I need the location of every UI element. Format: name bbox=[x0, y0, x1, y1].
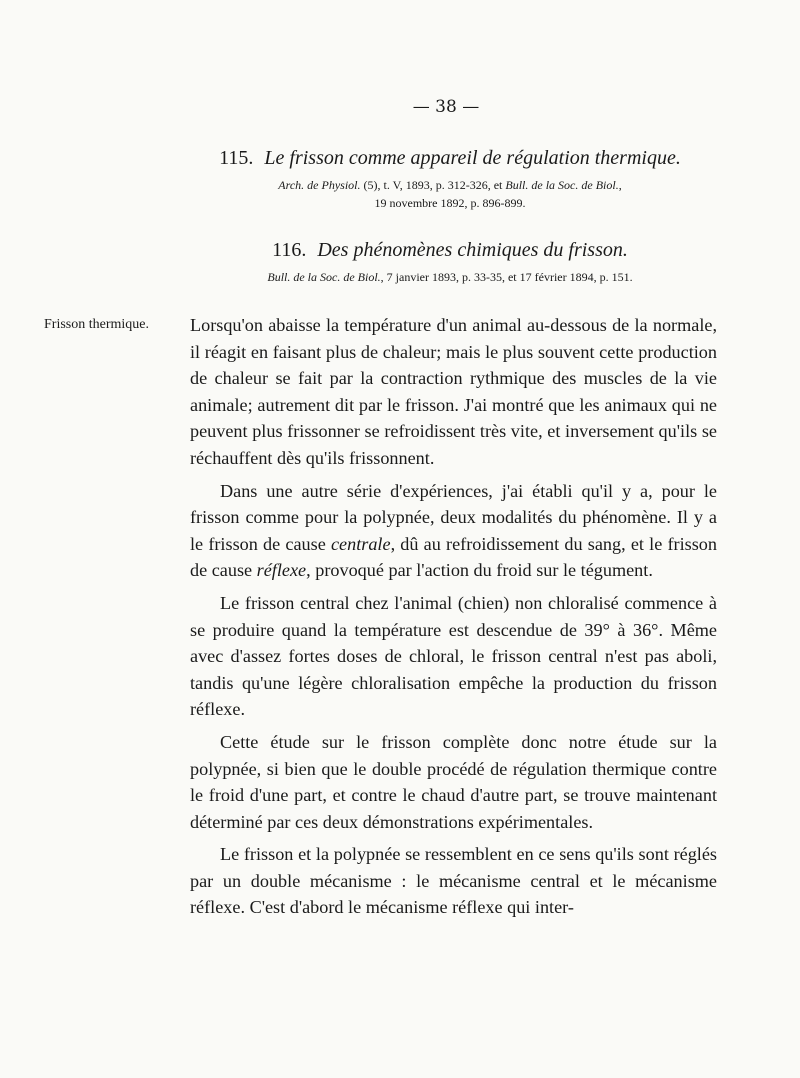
margin-note: Frisson thermique. bbox=[44, 317, 149, 332]
paragraph: Lorsqu'on abaisse la température d'un animal au-dessous de la normale, il réagit en faisant plus de chaleur; mais le plus souvent cette production de chaleur se fait par la contraction rythmique des muscles de la vie animale; autrement dit par le frisson. J'ai montré que les animaux qui ne peuvent plus frissonner se refroidissent très vite, et inversement qu'ils se réchauffent dès qu'ils frissonnent. bbox=[190, 315, 717, 468]
journal-name: Bull. de la Soc. de Biol. bbox=[505, 178, 619, 192]
entry-reference bbox=[190, 268, 710, 286]
journal-name: Bull. de la Soc. de Biol. bbox=[267, 270, 381, 284]
body-text bbox=[190, 312, 717, 921]
journal-name: Arch. de Physiol. bbox=[278, 178, 361, 192]
paragraph: Le frisson et la polypnée se ressemblent en ce sens qu'ils sont réglés par un double mécanisme : le mécanisme central et le mécanisme réflexe. C'est d'abord le mécanisme réflexe qui inter- bbox=[190, 844, 717, 918]
bibliography-entry-115 bbox=[190, 146, 710, 212]
paragraph-text: , provoqué par l'action du froid sur le tégument. bbox=[306, 560, 653, 581]
emphasis: réflexe bbox=[256, 560, 307, 581]
entry-title bbox=[190, 146, 710, 170]
bibliography-entry-116 bbox=[190, 238, 710, 286]
emphasis: centrale bbox=[330, 533, 391, 554]
ref-text: (5), t. V, 1893, p. 312-326, et bbox=[360, 178, 506, 192]
entry-title-text: Des phénomènes chimiques du frisson. bbox=[317, 239, 628, 261]
paragraph-text: , dû au refroidissement du sang, et le frisson de cause bbox=[190, 533, 717, 581]
page-number: — 38 — bbox=[412, 97, 480, 117]
paragraph: Cette étude sur le frisson complète donc notre étude sur la polypnée, si bien que le double procédé de régulation thermique contre le froid d'une part, et contre le chaud d'autre part, se trouve maintenant déterminé par ces deux démonstrations expérimentales. bbox=[190, 731, 717, 832]
ref-text: , bbox=[618, 178, 622, 192]
entry-reference bbox=[190, 176, 710, 212]
paragraph-text: Dans une autre série d'expériences, j'ai établi qu'il y a, pour le frisson comme pour la polypnée, deux modalités du phénomène. Il y a le frisson de cause bbox=[190, 480, 717, 554]
paragraph bbox=[190, 478, 717, 584]
entry-title bbox=[190, 238, 710, 262]
entry-title-text: Le frisson comme appareil de régulation thermique. bbox=[264, 147, 681, 169]
ref-text: , 7 janvier 1893, p. 33-35, et 17 février 1894, p. 151. bbox=[380, 270, 633, 284]
ref-text: 19 novembre 1892, p. 896-899. bbox=[374, 196, 526, 210]
entry-number: 115. bbox=[219, 147, 254, 169]
entry-number: 116. bbox=[272, 239, 307, 261]
paragraph: Le frisson central chez l'animal (chien) non chloralisé commence à se produire quand la température est descendue de 39° à 36°. Même avec d'assez fortes doses de chloral, le frisson central n'est pas aboli, tandis qu'une légère chloralisation empêche la production du frisson réflexe. bbox=[190, 592, 717, 720]
